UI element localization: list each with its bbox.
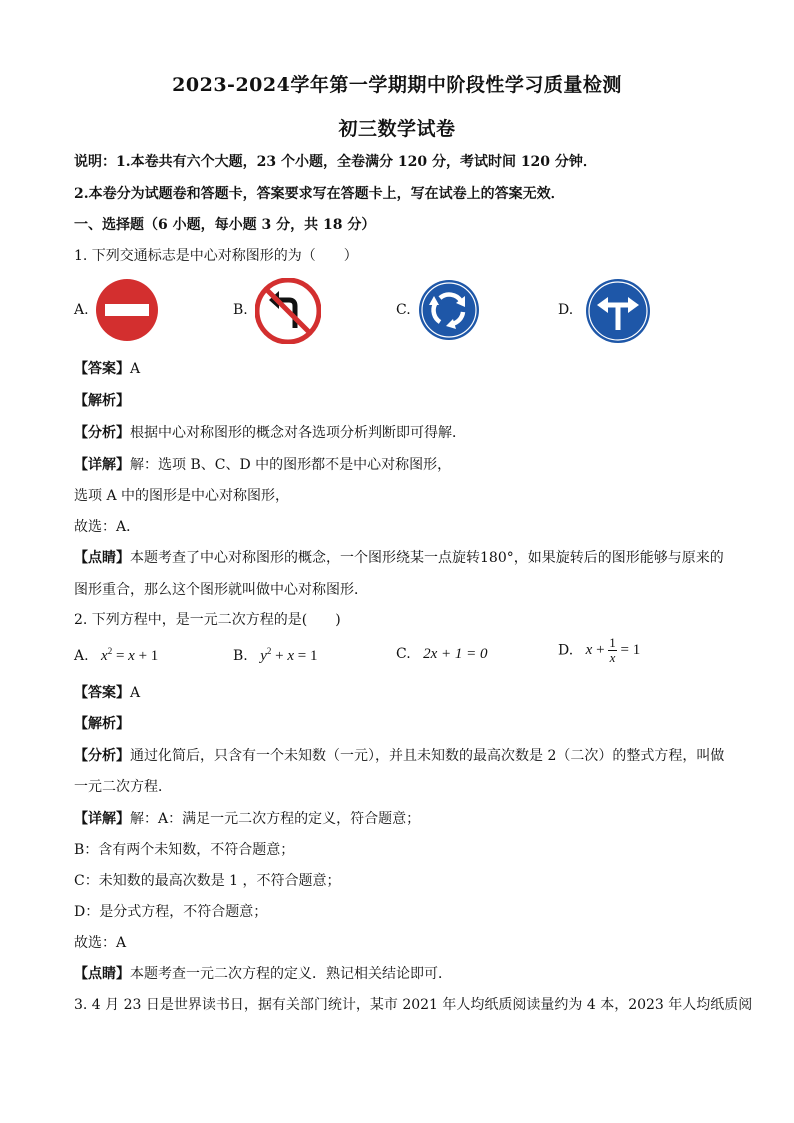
q1-dianjing-1 [74,547,724,567]
question-2-stem: 2. 下列方程中，是一元二次方程的是( ) [74,612,341,628]
q2-option-d-expression: x + $\frac{1}{x}$ = 1 [585,635,641,665]
q1-answer [74,358,140,378]
dianjing-text: 本题考查了中心对称图形的概念，一个图形绕某一点旋转180°，如果旋转后的图形能够与原来的 [130,550,724,566]
q2-xiangjie-3: C：未知数的最高次数是 1 ，不符合题意； [74,873,341,889]
fenxi-tag: 【分析】 [74,748,130,764]
q2-fenxi-2: 一元二次方程． [74,779,172,795]
q1-analysis-tag: 【解析】 [74,393,130,409]
q2-option-c-label: C. [396,646,411,662]
q2-option-d [558,636,640,665]
q2-fenxi-1 [74,745,724,765]
dianjing-tag: 【点睛】 [74,966,130,982]
dianjing-text: 本题考查一元二次方程的定义．熟记相关结论即可． [130,966,452,982]
q2-xiangjie-5: 故选：A [74,935,127,951]
dianjing-tag: 【点睛】 [74,550,130,566]
turn-left-or-right-sign-icon [585,278,651,344]
section-heading: 一、选择题（6 小题，每小题 3 分，共 18 分） [74,217,376,233]
q1-option-a-label: A. [74,302,89,318]
answer-tag: 【答案】 [74,685,130,701]
q2-xiangjie-2: B：含有两个未知数，不符合题意； [74,842,295,858]
q2-dianjing [74,963,452,983]
q2-option-b [233,646,317,665]
fenxi-text: 根据中心对称图形的概念对各选项分析判断即可得解． [130,425,466,441]
no-left-turn-sign-icon [255,278,321,344]
q2-option-b-label: B. [233,648,248,664]
q1-option-b-label: B. [233,302,248,318]
fenxi-tag: 【分析】 [74,425,130,441]
q2-option-a-label: A. [74,648,89,664]
q2-option-a [74,646,158,665]
q1-xiangjie-1 [74,454,451,474]
instruction-line-1: 说明：1.本卷共有六个大题，23 个小题，全卷满分 120 分，考试时间 120 分钟． [74,154,597,170]
instruction-line-2: 2.本卷分为试题卷和答题卡，答案要求写在答题卡上，写在试卷上的答案无效． [74,186,565,202]
page-subtitle: 初三数学试卷 [338,118,456,140]
answer-tag: 【答案】 [74,361,130,377]
answer-value: A [130,685,141,701]
q2-option-c-expression: 2x + 1 = 0 [423,646,488,662]
q2-option-a-expression: $x^2 = x + 1$ [101,646,159,664]
page-title: 2023-2024学年第一学期期中阶段性学习质量检测 [172,74,622,96]
xiangjie-text: 解：选项 B、C、D 中的图形都不是中心对称图形， [130,457,452,473]
xiangjie-tag: 【详解】 [74,811,130,827]
q2-xiangjie-1 [74,808,420,828]
q2-option-d-label: D. [558,642,574,659]
q2-analysis-tag: 【解析】 [74,716,130,732]
fenxi-text: 通过化简后，只含有一个未知数（一元），并且未知数的最高次数是 2（二次）的整式方程，叫做 [130,748,725,764]
q1-option-c-label: C. [396,302,411,318]
q2-option-c [396,646,488,663]
xiangjie-text: 解：A：满足一元二次方程的定义，符合题意； [130,811,421,827]
answer-value: A [130,361,141,377]
no-entry-sign-icon [95,278,159,342]
q1-dianjing-2: 图形重合，那么这个图形就叫做中心对称图形． [74,582,368,598]
question-1-stem: 1. 下列交通标志是中心对称图形的为（ ） [74,248,358,264]
xiangjie-tag: 【详解】 [74,457,130,473]
q1-option-d-label: D. [558,302,574,318]
q1-xiangjie-3: 故选：A． [74,519,141,535]
q2-xiangjie-4: D：是分式方程，不符合题意； [74,904,268,920]
q2-answer [74,682,140,702]
question-3-stem: 3. 4 月 23 日是世界读书日，据有关部门统计，某市 2021 年人均纸质阅读量约为 4 本，2023 年人均纸质阅 [74,997,753,1013]
roundabout-sign-icon [418,279,480,341]
q1-fenxi [74,422,466,442]
q2-option-b-expression: $y^2 + x = 1$ [260,646,318,664]
q1-xiangjie-2: 选项 A 中的图形是中心对称图形， [74,488,290,504]
